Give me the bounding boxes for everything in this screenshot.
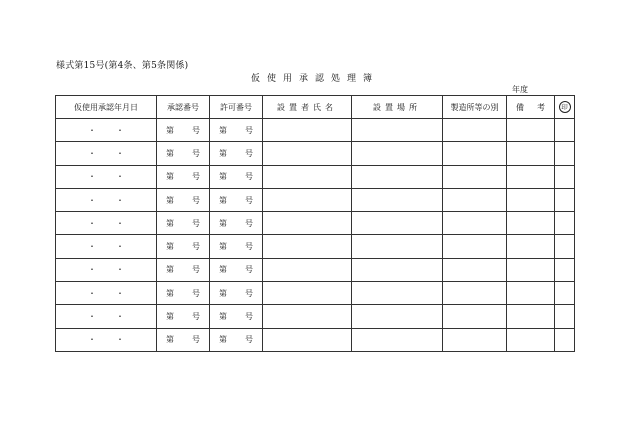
number-prefix: 第 <box>219 265 227 275</box>
header-installation-location: 設置場所 <box>352 96 443 119</box>
date-separator: ・ <box>116 172 124 182</box>
header-row <box>56 96 575 119</box>
cell-installation-location[interactable] <box>352 235 443 258</box>
table-row <box>56 165 575 188</box>
table-row <box>56 188 575 211</box>
cell-seal[interactable] <box>555 142 575 165</box>
cell-approval-number[interactable] <box>157 188 210 211</box>
number-suffix: 号 <box>192 312 200 322</box>
cell-date[interactable] <box>56 165 157 188</box>
number-suffix: 号 <box>245 218 253 228</box>
cell-date[interactable] <box>56 142 157 165</box>
number-suffix: 号 <box>192 335 200 345</box>
date-separator: ・ <box>116 312 124 322</box>
date-separator: ・ <box>88 335 96 345</box>
date-separator: ・ <box>116 195 124 205</box>
cell-installer-name[interactable] <box>263 165 352 188</box>
header-permit-number: 許可番号 <box>210 96 263 119</box>
date-separator: ・ <box>116 265 124 275</box>
date-separator: ・ <box>88 288 96 298</box>
cell-permit-number[interactable] <box>210 165 263 188</box>
number-suffix: 号 <box>245 312 253 322</box>
cell-approval-number[interactable] <box>157 165 210 188</box>
number-prefix: 第 <box>166 288 174 298</box>
seal-icon: 印 <box>559 101 571 113</box>
cell-remarks[interactable] <box>507 212 555 235</box>
date-separator: ・ <box>88 312 96 322</box>
number-prefix: 第 <box>166 172 174 182</box>
cell-facility-type[interactable] <box>443 305 507 328</box>
cell-permit-number[interactable] <box>210 212 263 235</box>
table-row <box>56 142 575 165</box>
cell-permit-number[interactable] <box>210 235 263 258</box>
number-prefix: 第 <box>166 335 174 345</box>
cell-permit-number[interactable] <box>210 142 263 165</box>
cell-permit-number[interactable] <box>210 119 263 142</box>
cell-installation-location[interactable] <box>352 282 443 305</box>
number-prefix: 第 <box>166 312 174 322</box>
cell-facility-type[interactable] <box>443 282 507 305</box>
cell-installation-location[interactable] <box>352 212 443 235</box>
number-suffix: 号 <box>192 265 200 275</box>
number-suffix: 号 <box>245 148 253 158</box>
number-prefix: 第 <box>219 172 227 182</box>
cell-approval-number[interactable] <box>157 142 210 165</box>
cell-date[interactable] <box>56 328 157 351</box>
cell-remarks[interactable] <box>507 305 555 328</box>
header-date: 仮使用承認年月日 <box>56 96 157 119</box>
date-separator: ・ <box>88 218 96 228</box>
date-separator: ・ <box>116 288 124 298</box>
number-prefix: 第 <box>219 242 227 252</box>
cell-remarks[interactable] <box>507 119 555 142</box>
year-label: 年度 <box>512 85 528 94</box>
header-installer-name: 設置者氏名 <box>263 96 352 119</box>
date-separator: ・ <box>116 242 124 252</box>
number-suffix: 号 <box>192 148 200 158</box>
cell-installation-location[interactable] <box>352 188 443 211</box>
number-suffix: 号 <box>192 195 200 205</box>
ledger-body <box>56 119 575 352</box>
date-separator: ・ <box>116 218 124 228</box>
number-prefix: 第 <box>219 335 227 345</box>
cell-facility-type[interactable] <box>443 188 507 211</box>
header-remarks <box>507 96 555 119</box>
number-prefix: 第 <box>219 288 227 298</box>
cell-installer-name[interactable] <box>263 235 352 258</box>
cell-approval-number[interactable] <box>157 119 210 142</box>
date-separator: ・ <box>88 172 96 182</box>
number-suffix: 号 <box>192 125 200 135</box>
date-separator: ・ <box>88 148 96 158</box>
table-row <box>56 119 575 142</box>
table-row <box>56 305 575 328</box>
cell-approval-number[interactable] <box>157 328 210 351</box>
cell-remarks[interactable] <box>507 235 555 258</box>
date-separator: ・ <box>116 125 124 135</box>
number-suffix: 号 <box>245 242 253 252</box>
cell-installer-name[interactable] <box>263 305 352 328</box>
cell-permit-number[interactable] <box>210 305 263 328</box>
cell-facility-type[interactable] <box>443 142 507 165</box>
cell-permit-number[interactable] <box>210 328 263 351</box>
header-remarks-part1: 備 <box>516 102 524 112</box>
cell-installation-location[interactable] <box>352 328 443 351</box>
cell-installation-location[interactable] <box>352 165 443 188</box>
cell-permit-number[interactable] <box>210 188 263 211</box>
cell-facility-type[interactable] <box>443 165 507 188</box>
cell-seal[interactable] <box>555 119 575 142</box>
cell-approval-number[interactable] <box>157 258 210 281</box>
cell-facility-type[interactable] <box>443 328 507 351</box>
number-suffix: 号 <box>245 335 253 345</box>
number-suffix: 号 <box>245 288 253 298</box>
number-suffix: 号 <box>245 172 253 182</box>
cell-approval-number[interactable] <box>157 305 210 328</box>
number-suffix: 号 <box>245 265 253 275</box>
cell-installation-location[interactable] <box>352 142 443 165</box>
date-separator: ・ <box>88 265 96 275</box>
cell-date[interactable] <box>56 282 157 305</box>
cell-seal[interactable] <box>555 305 575 328</box>
cell-approval-number[interactable] <box>157 235 210 258</box>
number-suffix: 号 <box>192 218 200 228</box>
cell-remarks[interactable] <box>507 142 555 165</box>
cell-installer-name[interactable] <box>263 119 352 142</box>
number-prefix: 第 <box>166 125 174 135</box>
cell-installation-location[interactable] <box>352 258 443 281</box>
table-row <box>56 282 575 305</box>
cell-seal[interactable] <box>555 328 575 351</box>
number-suffix: 号 <box>192 172 200 182</box>
header-approval-number: 承認番号 <box>157 96 210 119</box>
cell-seal[interactable] <box>555 165 575 188</box>
cell-permit-number[interactable] <box>210 282 263 305</box>
cell-seal[interactable] <box>555 235 575 258</box>
cell-remarks[interactable] <box>507 328 555 351</box>
number-prefix: 第 <box>166 218 174 228</box>
table-row <box>56 212 575 235</box>
cell-installer-name[interactable] <box>263 282 352 305</box>
cell-remarks[interactable] <box>507 188 555 211</box>
table-row <box>56 235 575 258</box>
number-suffix: 号 <box>245 125 253 135</box>
date-separator: ・ <box>116 148 124 158</box>
cell-facility-type[interactable] <box>443 119 507 142</box>
number-prefix: 第 <box>219 125 227 135</box>
number-prefix: 第 <box>166 265 174 275</box>
cell-seal[interactable] <box>555 258 575 281</box>
cell-approval-number[interactable] <box>157 212 210 235</box>
header-facility-type: 製造所等の別 <box>443 96 507 119</box>
cell-installer-name[interactable] <box>263 188 352 211</box>
cell-date[interactable] <box>56 258 157 281</box>
cell-installer-name[interactable] <box>263 142 352 165</box>
cell-installation-location[interactable] <box>352 305 443 328</box>
header-seal <box>555 96 575 119</box>
cell-remarks[interactable] <box>507 282 555 305</box>
number-suffix: 号 <box>192 242 200 252</box>
number-prefix: 第 <box>219 195 227 205</box>
cell-remarks[interactable] <box>507 165 555 188</box>
cell-installer-name[interactable] <box>263 258 352 281</box>
header-remarks-part2: 考 <box>537 102 545 112</box>
table-row <box>56 258 575 281</box>
cell-facility-type[interactable] <box>443 212 507 235</box>
cell-remarks[interactable] <box>507 258 555 281</box>
number-suffix: 号 <box>192 288 200 298</box>
ledger-table <box>55 95 575 352</box>
number-prefix: 第 <box>219 218 227 228</box>
cell-installer-name[interactable] <box>263 212 352 235</box>
cell-date[interactable] <box>56 212 157 235</box>
date-separator: ・ <box>88 195 96 205</box>
form-number: 様式第15号(第4条、第5条関係) <box>56 61 189 71</box>
date-separator: ・ <box>88 242 96 252</box>
cell-date[interactable] <box>56 305 157 328</box>
number-prefix: 第 <box>166 195 174 205</box>
cell-seal[interactable] <box>555 188 575 211</box>
cell-seal[interactable] <box>555 212 575 235</box>
date-separator: ・ <box>88 125 96 135</box>
date-separator: ・ <box>116 335 124 345</box>
number-prefix: 第 <box>166 242 174 252</box>
cell-seal[interactable] <box>555 282 575 305</box>
document-title: 仮使用承認処理簿 <box>250 74 379 84</box>
cell-date[interactable] <box>56 188 157 211</box>
cell-date[interactable] <box>56 235 157 258</box>
cell-facility-type[interactable] <box>443 235 507 258</box>
number-prefix: 第 <box>219 148 227 158</box>
cell-permit-number[interactable] <box>210 258 263 281</box>
table-row <box>56 328 575 351</box>
cell-installation-location[interactable] <box>352 119 443 142</box>
cell-approval-number[interactable] <box>157 282 210 305</box>
cell-date[interactable] <box>56 119 157 142</box>
cell-facility-type[interactable] <box>443 258 507 281</box>
number-prefix: 第 <box>219 312 227 322</box>
cell-installer-name[interactable] <box>263 328 352 351</box>
number-prefix: 第 <box>166 148 174 158</box>
number-suffix: 号 <box>245 195 253 205</box>
